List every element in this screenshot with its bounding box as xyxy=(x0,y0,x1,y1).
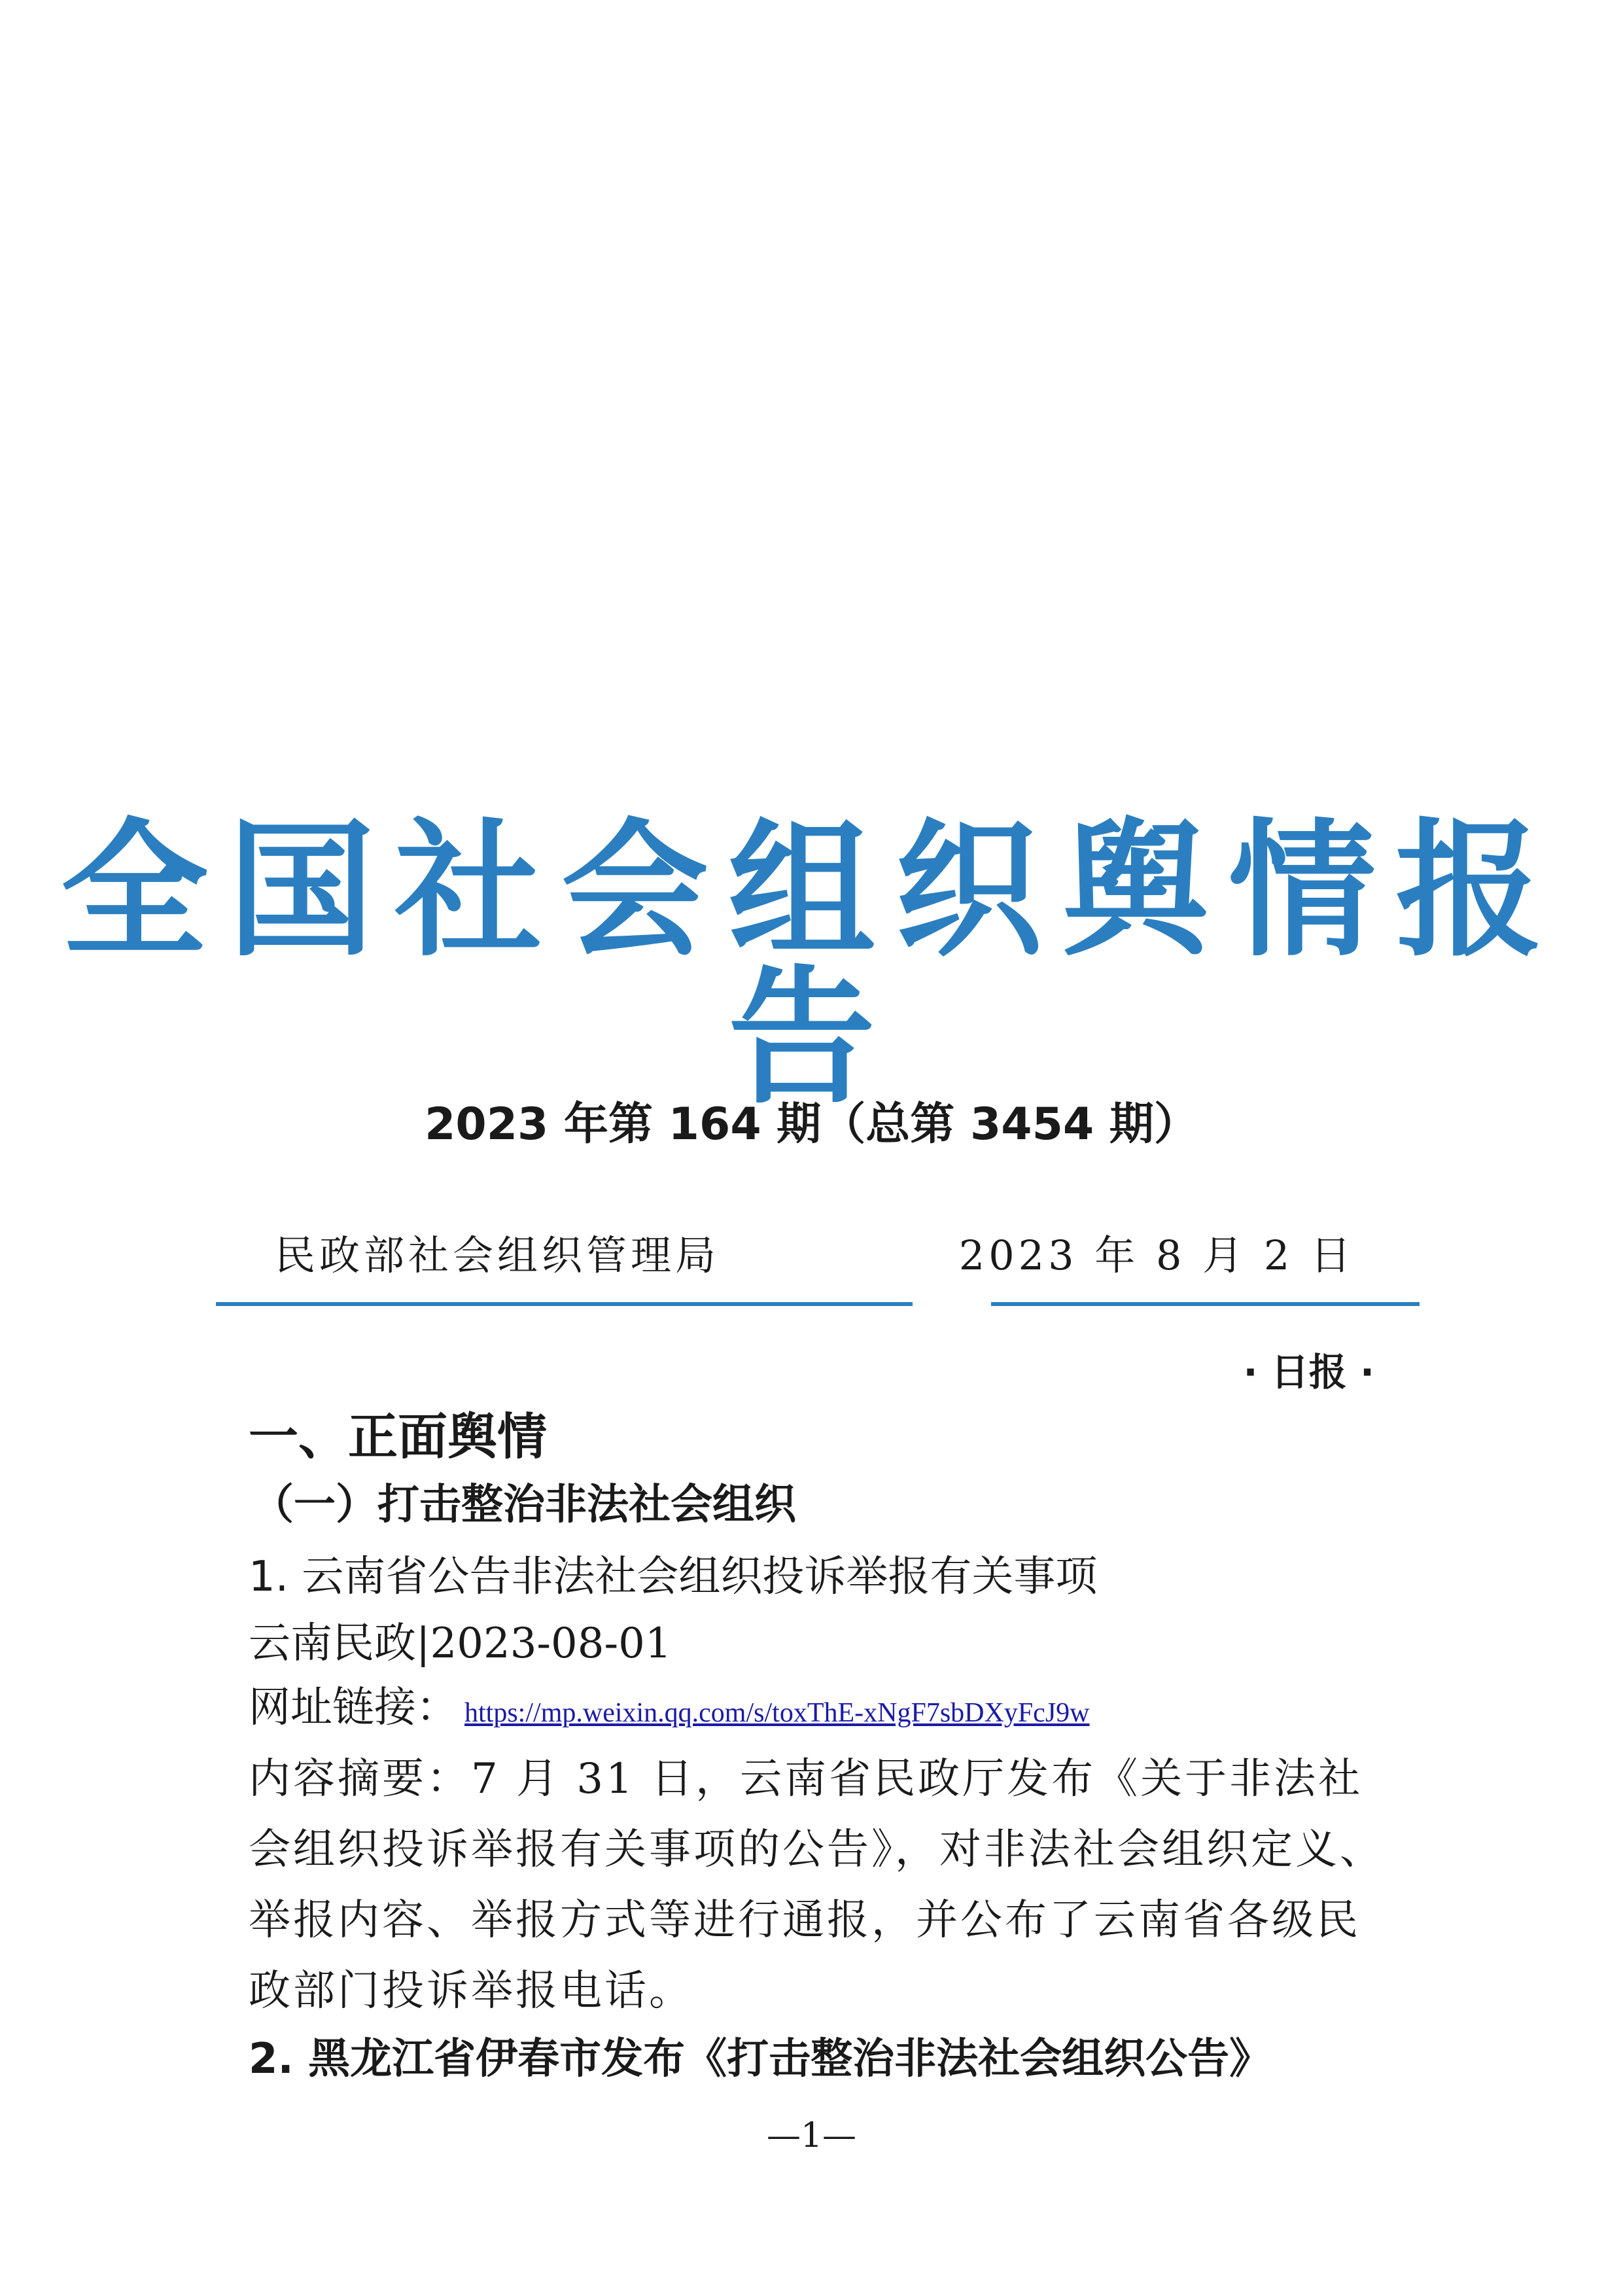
item-1-link-row xyxy=(249,1684,1090,1732)
publish-date: 2023 年 8 月 2 日 xyxy=(958,1231,1355,1279)
header-divider xyxy=(216,1302,1420,1306)
item-1-title: 1. 云南省公告非法社会组织投诉举报有关事项 xyxy=(249,1553,1098,1601)
item-1-summary: 内容摘要：7 月 31 日，云南省民政厅发布《关于非法社会组织投诉举报有关事项的公告》，对非法社会组织定义、举报内容、举报方式等进行通报，并公布了云南省各级民政部门投诉举报电话。 xyxy=(249,1755,1384,2015)
report-type-label: · 日报 · xyxy=(1243,1350,1374,1394)
page-number: —1— xyxy=(766,2116,857,2155)
item-2-title: 2. 黑龙江省伊春市发布《打击整治非法社会组织公告》 xyxy=(249,2035,1272,2083)
report-masthead-title: 全国社会组织舆情报告 xyxy=(61,805,1562,1124)
header-divider-gap xyxy=(913,1301,991,1307)
section-heading: 一、正面舆情 xyxy=(249,1407,547,1466)
item-1-link[interactable]: https://mp.weixin.qq.com/s/toxThE-xNgF7sbDXyFcJ9w xyxy=(464,1698,1090,1728)
issue-number: 2023 年第 164 期（总第 3454 期） xyxy=(425,1099,1198,1150)
item-1-link-label: 网址链接： xyxy=(249,1684,458,1732)
subsection-heading: （一）打击整治非法社会组织 xyxy=(252,1481,796,1529)
item-1-source: 云南民政|2023-08-01 xyxy=(249,1619,672,1668)
publisher: 民政部社会组织管理局 xyxy=(275,1231,720,1279)
